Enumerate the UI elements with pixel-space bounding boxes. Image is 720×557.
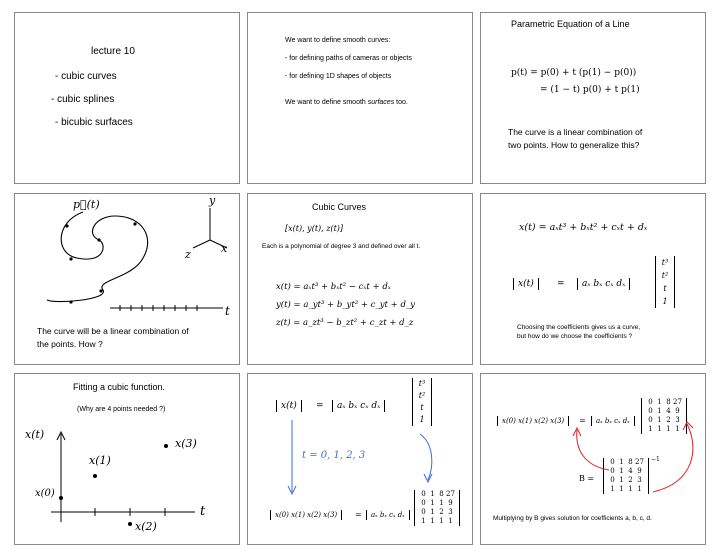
caption-line-1: Choosing the coefficients gives us a curve, (517, 324, 641, 331)
data-point (59, 496, 63, 500)
data-point (128, 522, 132, 526)
equals-sign: = (557, 279, 565, 289)
matrix-cell: 27 (635, 458, 644, 466)
slide-title: Cubic Curves (312, 202, 367, 212)
control-point (97, 238, 100, 241)
axis-z (193, 240, 210, 248)
matrix-cell: 3 (675, 416, 680, 424)
topic-item: - cubic curves (55, 71, 117, 82)
sample-vector: x(0) x(1) x(2) x(3) (497, 416, 569, 426)
matrix-cell: 1 (421, 517, 426, 525)
matrix-cell: 1 (666, 425, 671, 433)
matrix-cell: 1 (430, 490, 435, 498)
matrix-row (415, 517, 459, 526)
slide-fitting-cubic (14, 373, 240, 545)
lhs-vector: x(t) (276, 400, 302, 412)
matrix-cell: 1 (657, 398, 662, 406)
point-label: x(3) (175, 437, 197, 450)
coefficient-vector: aₓ bₓ cₓ dₓ (577, 278, 630, 290)
matrix-cell: 1 (430, 517, 435, 525)
control-point (99, 289, 102, 292)
slide-cubic-curves (247, 193, 473, 365)
matrix-cell: 9 (637, 467, 642, 475)
slide-parametric-line (480, 12, 706, 184)
inverse-exponent: −1 (651, 456, 660, 463)
caption-line-1: The curve is a linear combination of (508, 127, 643, 137)
matrix-cell: 4 (628, 467, 633, 475)
surfaces-text (285, 99, 408, 106)
equals-sign: = (355, 510, 362, 519)
point-label: x(2) (135, 520, 157, 533)
t-power: t³ (418, 379, 426, 388)
matrix-cell: 2 (666, 416, 671, 424)
bullet-text: - for defining paths of cameras or objects (285, 55, 412, 62)
matrix-cell: 1 (439, 499, 444, 507)
matrix-cell: 1 (657, 407, 662, 415)
axis-x-label: x (221, 242, 228, 255)
matrix-cell: 1 (648, 425, 653, 433)
matrix-cell: 8 (628, 458, 633, 466)
matrix-cell: 0 (421, 508, 426, 516)
matrix-cell: 9 (448, 499, 453, 507)
matrix-cell: 27 (446, 490, 455, 498)
matrix-cell: 1 (619, 485, 624, 493)
caption-line-2: the points. How ? (37, 339, 103, 349)
lhs-vector: x(t) (513, 278, 539, 290)
matrix-cell: 1 (619, 476, 624, 484)
surfaces-post: too. (394, 99, 408, 106)
matrix-cell: 1 (610, 485, 615, 493)
equals-sign: = (579, 416, 586, 425)
matrix-cell: 1 (430, 499, 435, 507)
line-equation-1: p(t) = p(0) + t (p(1) − p(0)) (511, 68, 637, 78)
matrix-cell: 1 (675, 425, 680, 433)
matrix-cell: 9 (675, 407, 680, 415)
matrix-cell: 3 (637, 476, 642, 484)
matrix-cell: 0 (610, 467, 615, 475)
slide-title: Fitting a cubic function. (73, 382, 166, 392)
control-point (65, 224, 68, 227)
cubic-equation: x(t) = aₓt³ + bₓt² + cₓt + dₓ (519, 222, 648, 233)
coefficient-vector: aₓ bₓ cₓ dₓ (366, 510, 410, 520)
matrix-cell: 1 (637, 485, 642, 493)
t-values-annotation: t = 0, 1, 2, 3 (302, 450, 366, 461)
lecture-title: lecture 10 (91, 46, 135, 57)
power-matrix (414, 490, 460, 526)
matrix-cell: 2 (439, 508, 444, 516)
t-power: t² (661, 271, 669, 280)
curve-vector: [x(t), y(t), z(t)] (285, 224, 344, 233)
degree-description: Each is a polynomial of degree 3 and defined over all t. (262, 243, 421, 250)
matrix-cell: 1 (448, 517, 453, 525)
t-power: t² (418, 391, 426, 400)
fit-plot (15, 374, 240, 545)
t-power: t (420, 403, 424, 412)
slide-substitution (247, 373, 473, 545)
matrix-cell: 2 (628, 476, 633, 484)
hand-drawn-curve (47, 212, 148, 302)
matrix-cell: 0 (648, 416, 653, 424)
matrix-cell: 1 (619, 467, 624, 475)
curve-label: p⃗(t) (73, 198, 100, 211)
t-power: t³ (661, 258, 669, 267)
control-point (69, 257, 72, 260)
t-power: t (663, 284, 667, 293)
matrix-cell: 1 (439, 517, 444, 525)
equation-y: y(t) = a_yt³ + b_yt² + c_yt + d_y (276, 300, 415, 310)
slide-motivation (247, 12, 473, 184)
equation-z: z(t) = a_zt³ − b_zt² + c_zt + d_z (276, 318, 414, 328)
intro-text: We want to define smooth curves: (285, 37, 391, 44)
sample-vector: x(0) x(1) x(2) x(3) (270, 510, 342, 520)
t-power-vector (655, 256, 675, 308)
matrix-cell: 1 (657, 416, 662, 424)
axis-z-label: z (185, 248, 191, 261)
matrix-cell: 27 (673, 398, 682, 406)
control-point (69, 300, 72, 303)
line-equation-2: = (1 − t) p(0) + t p(1) (540, 85, 640, 95)
matrix-cell: 4 (666, 407, 671, 415)
data-point (164, 444, 168, 448)
topic-item: - cubic splines (51, 94, 115, 105)
slide-inverse-solution (480, 373, 706, 545)
axis-y-label: y (209, 194, 216, 207)
matrix-cell: 0 (648, 398, 653, 406)
slide-curve-sketch (14, 193, 240, 365)
equals-sign: = (316, 401, 324, 411)
b-label: B = (579, 474, 595, 483)
coefficient-vector: aₓ bₓ cₓ dₓ (591, 416, 635, 426)
matrix-cell: 0 (610, 458, 615, 466)
slide-subtitle: (Why are 4 points needed ?) (77, 406, 166, 413)
equation-x: x(t) = aₓt³ + bₓt² − cₓt + dₓ (276, 282, 391, 292)
slide-coefficients (480, 193, 706, 365)
t-power: 1 (662, 297, 668, 306)
matrix-cell: 3 (448, 508, 453, 516)
t-axis-label: t (225, 304, 230, 318)
matrix-row (415, 508, 459, 517)
matrix-cell: 1 (628, 485, 633, 493)
surfaces-em: surfaces (367, 99, 395, 106)
slide-lecture-title (14, 12, 240, 184)
y-axis-label: x(t) (25, 428, 45, 441)
point-label: x(1) (89, 454, 111, 467)
surfaces-pre: We want to define smooth (285, 99, 368, 106)
matrix-cell: 0 (421, 490, 426, 498)
coefficient-vector: aₓ bₓ cₓ dₓ (332, 400, 385, 412)
matrix-cell: 0 (610, 476, 615, 484)
bullet-text: - for defining 1D shapes of objects (285, 73, 392, 80)
matrix-cell: 1 (657, 425, 662, 433)
data-point (93, 474, 97, 478)
matrix-cell: 8 (666, 398, 671, 406)
t-power: 1 (419, 415, 425, 424)
matrix-row (415, 490, 459, 499)
point-label: x(0) (35, 488, 55, 499)
matrix-cell: 8 (439, 490, 444, 498)
caption-line-2: two points. How to generalize this? (508, 140, 640, 150)
matrix-cell: 0 (421, 499, 426, 507)
caption: Multiplying by B gives solution for coefficients a, b, c, d. (493, 515, 652, 522)
caption-line-1: The curve will be a linear combination of (37, 326, 189, 336)
matrix-cell: 1 (430, 508, 435, 516)
matrix-cell: 1 (619, 458, 624, 466)
control-point (133, 222, 136, 225)
slide-title: Parametric Equation of a Line (511, 19, 630, 29)
matrix-row (415, 499, 459, 508)
matrix-cell: 0 (648, 407, 653, 415)
t-axis-label: t (200, 504, 206, 519)
caption-line-2: but how do we choose the coefficients ? (517, 333, 633, 340)
topic-item: - bicubic surfaces (55, 117, 133, 128)
